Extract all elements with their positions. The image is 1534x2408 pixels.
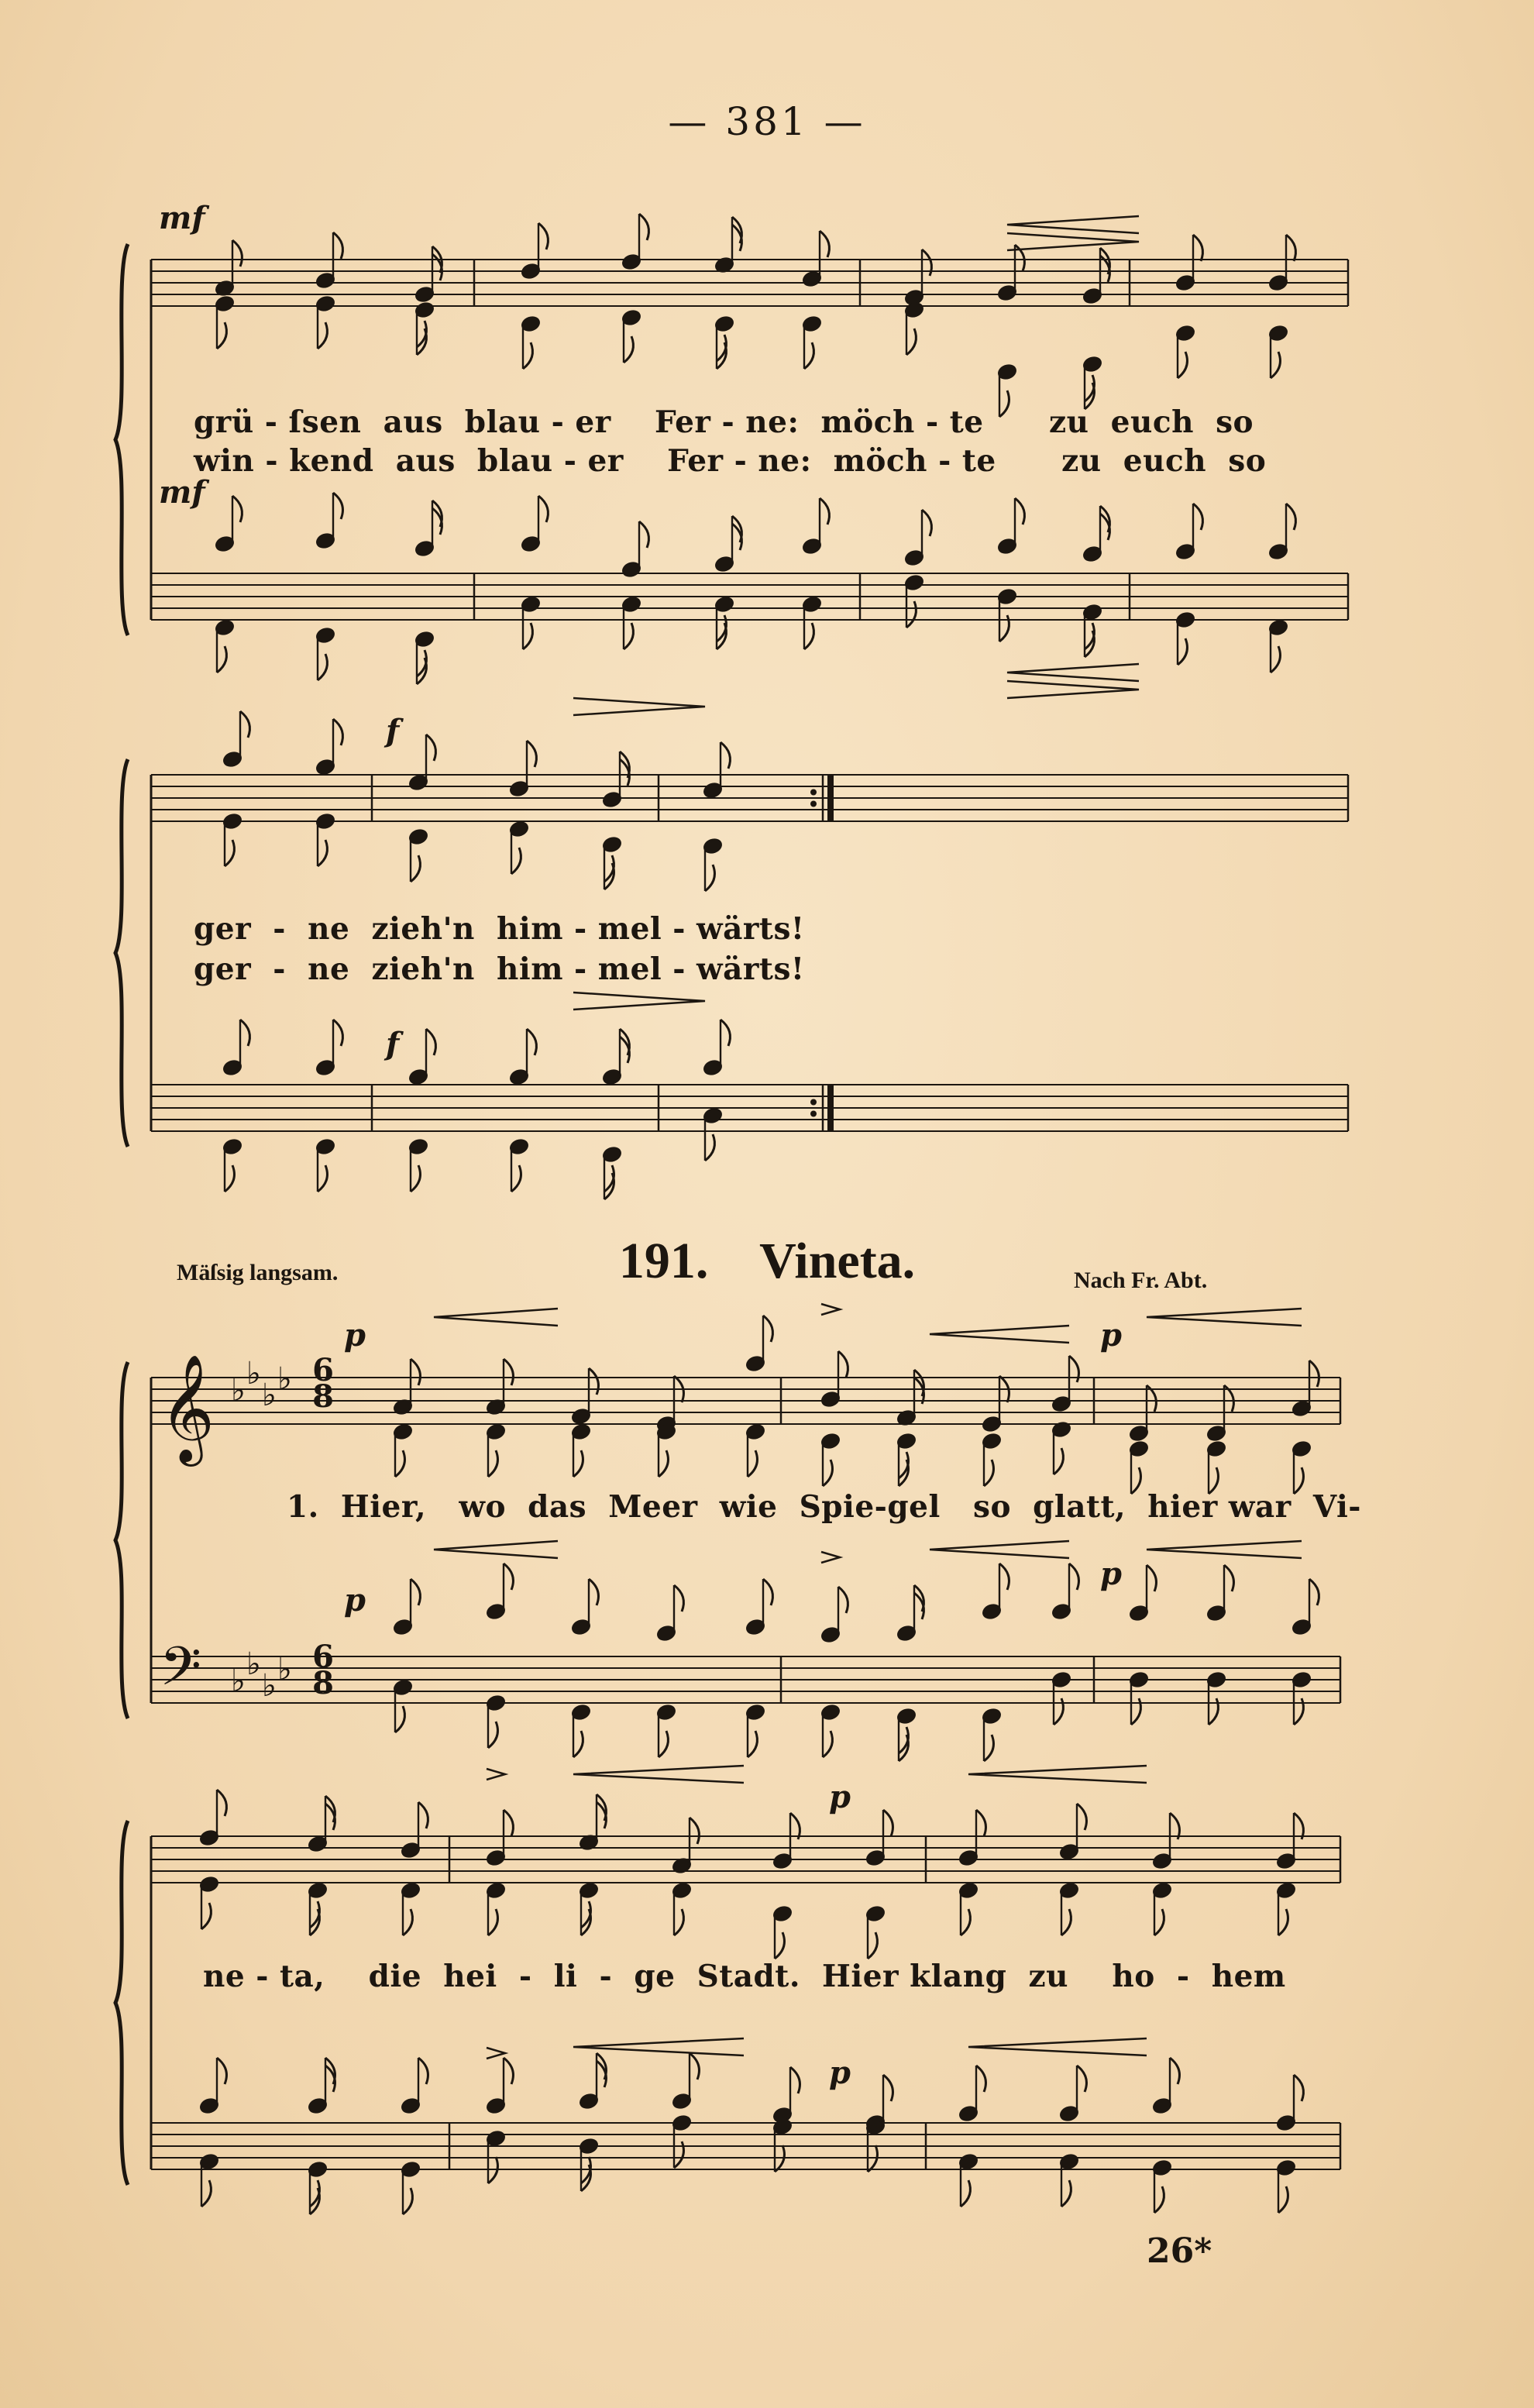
note-flag [1077, 2066, 1086, 2092]
note-flag [823, 1731, 832, 1757]
crescendo-hairpin [1147, 1309, 1302, 1326]
note-flag [511, 848, 521, 874]
note-flag [922, 510, 931, 536]
time-sig-top-lower: 6 [312, 1639, 334, 1675]
system-brace [115, 1821, 128, 2185]
note-flag [838, 1587, 848, 1613]
final-barline-thick [827, 1085, 834, 1131]
note-flag [624, 336, 633, 363]
note-flag [999, 1563, 1009, 1590]
flat-sign: ♭ [246, 1646, 261, 1682]
note-flag [488, 1909, 497, 1935]
crescendo-hairpin [434, 1541, 558, 1558]
note-flag [961, 1909, 970, 1935]
note-flag [504, 1810, 513, 1836]
note-flag [883, 2075, 893, 2101]
note-flag [523, 342, 532, 369]
flat-sign: ♭ [277, 1361, 292, 1397]
decrescendo-hairpin [1007, 233, 1139, 250]
note-flag [232, 240, 242, 267]
note-flag [1061, 2180, 1071, 2207]
note-flag [418, 2058, 428, 2084]
note-flag [395, 1450, 404, 1477]
note-flag [318, 654, 327, 680]
note-flag [748, 1450, 757, 1477]
note-flag [775, 1932, 784, 1959]
note-flag [674, 1585, 683, 1612]
note-flag [411, 1165, 420, 1192]
augmentation-dot [810, 1111, 817, 1117]
note-flag [225, 1165, 234, 1192]
song-number: 191. [618, 1233, 709, 1289]
note-flag [705, 1134, 714, 1161]
note-flag [984, 1460, 993, 1486]
composer-credit: Nach Fr. Abt. [1074, 1268, 1208, 1293]
note-flag [838, 1351, 848, 1378]
note-flag [589, 1368, 598, 1395]
system-brace [115, 759, 128, 1147]
note-flag [403, 2188, 412, 2214]
note-flag [232, 496, 242, 522]
lyrics-verse2-system1: win - kend aus blau - er Fer - ne: möch - te zu euch so [194, 443, 1267, 479]
note-flag [225, 840, 234, 866]
final-barline-thick [827, 775, 834, 821]
note-flag [217, 1790, 226, 1816]
note-flag [976, 2066, 985, 2092]
note-flag [961, 2180, 970, 2207]
lyrics-verse1-system1: grü - ſsen aus blau - er Fer - ne: möch - te zu euch so [194, 404, 1254, 440]
note-flag [589, 1579, 598, 1605]
augmentation-dot [810, 1099, 817, 1106]
flat-sign: ♭ [231, 1373, 246, 1409]
crescendo-hairpin [930, 1326, 1069, 1343]
note-flag [504, 1359, 513, 1385]
note-flag [318, 1165, 327, 1192]
note-flag [426, 1029, 435, 1055]
note-flag [1154, 2186, 1164, 2213]
accent-mark [487, 1769, 505, 1780]
note-flag [1054, 1448, 1063, 1474]
note-flag [790, 1813, 800, 1839]
note-flag [1178, 352, 1187, 378]
note-flag [1077, 1804, 1086, 1830]
note-flag [639, 521, 648, 548]
crescendo-hairpin [968, 1766, 1147, 1783]
accent-mark [487, 2048, 505, 2059]
note-flag [240, 1020, 249, 1046]
note-flag [573, 1450, 583, 1477]
dynamic-f-upper: f [386, 713, 400, 749]
crescendo-hairpin [1147, 1541, 1302, 1558]
note-flag [201, 2180, 211, 2207]
crescendo-hairpin [968, 2038, 1147, 2055]
crescendo-hairpin [573, 1766, 744, 1783]
note-flag [1294, 1813, 1303, 1839]
note-flag [705, 865, 714, 891]
note-flag [1309, 1579, 1319, 1605]
note-flag [1309, 1361, 1319, 1387]
note-flag [217, 2058, 226, 2084]
time-sig-top: 6 [312, 1352, 334, 1388]
note-flag [868, 1932, 877, 1959]
note-flag [984, 1735, 993, 1761]
decrescendo-hairpin [573, 698, 705, 715]
flat-sign: ♭ [262, 1668, 277, 1704]
note-flag [1154, 1909, 1164, 1935]
dynamic-mf-upper: mf [159, 200, 205, 236]
flat-sign: ♭ [246, 1356, 261, 1391]
note-flag [1015, 498, 1024, 525]
note-flag [333, 1020, 342, 1046]
system-brace [115, 244, 128, 635]
note-flag [820, 231, 829, 257]
time-sig-bottom-lower: 8 [312, 1665, 334, 1701]
note-flag [527, 1029, 536, 1055]
system-brace [115, 1362, 128, 1718]
note-flag [403, 1909, 412, 1935]
note-flag [511, 1165, 521, 1192]
note-flag [240, 711, 249, 738]
note-flag [217, 322, 226, 349]
note-flag [624, 623, 633, 649]
note-flag [804, 623, 813, 649]
accent-mark [821, 1304, 840, 1315]
note-flag [411, 1579, 420, 1605]
folio-mark: 26* [1147, 2231, 1212, 2271]
note-flag [721, 1020, 730, 1046]
note-flag [976, 1810, 985, 1836]
bass-clef: 𝄢 [160, 1635, 202, 1711]
note-flag [674, 1909, 683, 1935]
note-flag [1286, 504, 1295, 530]
note-flag [883, 1810, 893, 1836]
note-flag [690, 2053, 699, 2079]
note-flag [690, 1818, 699, 1844]
note-flag [1193, 235, 1202, 261]
note-flag [1170, 1813, 1179, 1839]
note-flag [523, 623, 532, 649]
dynamic-mf-lower: mf [159, 474, 205, 511]
note-flag [1061, 1909, 1071, 1935]
flat-sign: ♭ [262, 1378, 277, 1413]
lyrics-system4: ne - ta, die hei - li - ge Stadt. Hier klang zu ho - hem [203, 1959, 1286, 1994]
note-flag [790, 2067, 800, 2093]
treble-clef: 𝄞 [160, 1354, 215, 1462]
dynamic-p-upper-2: p [1100, 1317, 1122, 1354]
dynamic-p-lower-2: p [1100, 1556, 1122, 1592]
note-flag [659, 1450, 668, 1477]
accent-mark [821, 1552, 840, 1563]
note-flag [906, 601, 916, 628]
note-flag [333, 232, 342, 259]
note-flag [488, 1722, 497, 1748]
note-flag [748, 1731, 757, 1757]
note-flag [1147, 1565, 1156, 1591]
lyrics-verse1-system2: ger - ne zieh'n him - mel - wärts! [194, 911, 805, 947]
dynamic-f-lower: f [386, 1026, 400, 1062]
note-flag [1278, 2186, 1288, 2213]
note-flag [1193, 504, 1202, 530]
note-flag [763, 1316, 772, 1342]
note-flag [411, 1359, 420, 1385]
note-flag [1278, 1909, 1288, 1935]
note-flag [1178, 638, 1187, 665]
note-flag [488, 1450, 497, 1477]
note-flag [504, 2058, 513, 2084]
note-flag [426, 734, 435, 761]
note-flag [1224, 1565, 1233, 1591]
note-flag [318, 840, 327, 866]
note-flag [333, 493, 342, 519]
time-signature-lower [311, 1639, 335, 1701]
augmentation-dot [810, 801, 817, 807]
crescendo-hairpin [573, 2038, 744, 2055]
note-flag [573, 1731, 583, 1757]
decrescendo-hairpin [1007, 681, 1139, 698]
crescendo-hairpin [1007, 216, 1139, 233]
dynamic-p-lower-3: p [829, 2055, 851, 2091]
note-flag [823, 1460, 832, 1486]
crescendo-hairpin [434, 1309, 558, 1326]
song-title [0, 1232, 1534, 1291]
note-flag [1271, 352, 1280, 378]
decrescendo-hairpin [573, 992, 705, 1010]
note-flag [395, 1706, 404, 1732]
note-flag [201, 1903, 211, 1929]
time-sig-bottom: 8 [312, 1378, 334, 1415]
augmentation-dot [810, 789, 817, 796]
note-flag [1170, 2058, 1179, 2084]
song-name: Vineta. [759, 1233, 916, 1289]
dynamic-p-upper-1: p [344, 1317, 366, 1354]
note-flag [1286, 235, 1295, 261]
note-flag [504, 1563, 513, 1590]
dynamic-p-upper-3: p [829, 1779, 851, 1815]
flat-sign: ♭ [277, 1652, 292, 1687]
note-flag [1294, 2075, 1303, 2101]
note-flag [1069, 1563, 1078, 1590]
note-flag [527, 741, 536, 767]
crescendo-hairpin [930, 1541, 1069, 1558]
note-flag [418, 1802, 428, 1828]
note-flag [820, 498, 829, 525]
note-flag [763, 1579, 772, 1605]
flat-sign: ♭ [231, 1663, 246, 1699]
dynamic-p-lower-1: p [344, 1582, 366, 1619]
note-flag [659, 1731, 668, 1757]
page-number: — 381 — [668, 99, 866, 144]
note-flag [1271, 646, 1280, 673]
lyrics-verse2-system2: ger - ne zieh'n him - mel - wärts! [194, 951, 805, 987]
note-flag [804, 342, 813, 369]
note-flag [721, 742, 730, 769]
note-flag [333, 719, 342, 745]
note-flag [217, 646, 226, 673]
time-signature-upper [311, 1352, 335, 1415]
tempo-marking: Mäſsig langsam. [177, 1260, 339, 1285]
lyrics-system3: 1. Hier, wo das Meer wie Spie-gel so glatt, hier war Vi- [287, 1489, 1361, 1525]
note-flag [639, 214, 648, 240]
note-flag [538, 496, 548, 522]
note-flag [538, 223, 548, 249]
note-flag [318, 322, 327, 349]
note-flag [906, 329, 916, 355]
crescendo-hairpin [1007, 664, 1139, 681]
note-flag [411, 855, 420, 882]
